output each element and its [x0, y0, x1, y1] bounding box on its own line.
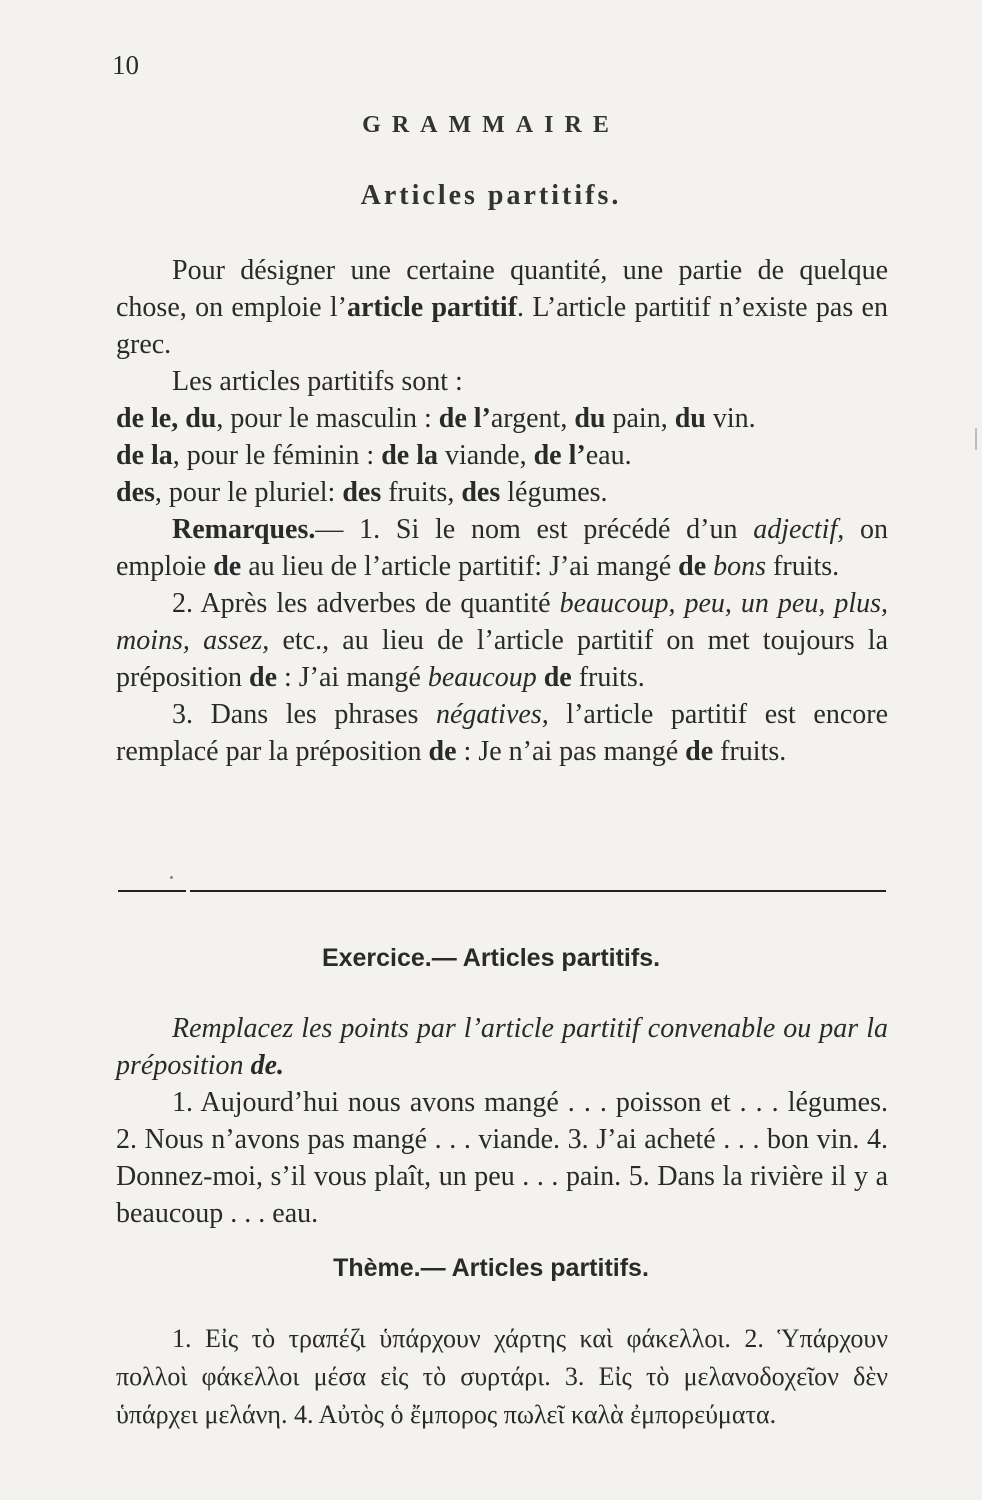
- intro-paragraph: Pour désigner une certaine quantité, une partie de quelque chose, on emploie l’article partitif. L’article partitif n’existe pas en grec.: [116, 255, 888, 360]
- exercise-text: 1. Aujourd’hui nous avons mangé . . . poisson et . . . légumes. 2. Nous n’avons pas mangé . . . viande. 3. J’ai acheté . . . bon vin. 4. Donnez-moi, s’il vous plaît, un peu . . . pain. 5. Dans la rivière il y a beaucoup . . . eau.: [116, 1087, 888, 1229]
- theme-title: Thème.— Articles partitifs.: [333, 1254, 649, 1282]
- partitive-masculine: de le, du, pour le masculin : de l’argent, du pain, du vin.: [116, 403, 756, 434]
- theme-body: [116, 1320, 888, 1434]
- remark-3: 3. Dans les phrases négatives, l’article partitif est encore remplacé par la préposition de : Je n’ai pas mangé de fruits.: [116, 699, 889, 767]
- theme-text: 1. Εἰς τὸ τραπέζι ὑπάρχουν χάρτης καὶ φάκελλοι. 2. Ὑπάρχουν πολλοὶ φάκελλοι μέσα εἰς τὸ συρτάρι. 3. Εἰς τὸ μελανοδοχεῖον δὲν ὑπάρχει μελάνη. 4. Αὐτὸς ὁ ἔμπορος πωλεῖ καλὰ ἐμπορεύματα.: [116, 1324, 888, 1429]
- subtitle: Articles partitifs.: [360, 180, 622, 211]
- page-number: 10: [112, 50, 139, 80]
- section-title: GRAMMAIRE: [362, 112, 620, 138]
- exercise-body: [116, 1010, 888, 1232]
- remark-1: Remarques.— 1. Si le nom est précédé d’un adjectif, on emploie de au lieu de l’article partitif: J’ai mangé de bons fruits.: [116, 514, 888, 582]
- divider-rule-left: [118, 890, 186, 892]
- intro-list-lead: Les articles partitifs sont :: [172, 366, 463, 397]
- divider-rule-right: [190, 890, 886, 892]
- exercise-title: Exercice.— Articles partitifs.: [321, 944, 661, 972]
- margin-mark: [975, 428, 977, 450]
- partitive-feminine: de la, pour le féminin : de la viande, de l’eau.: [116, 440, 632, 471]
- partitive-plural: des, pour le pluriel: des fruits, des légumes.: [116, 477, 608, 508]
- remark-2: 2. Après les adverbes de quantité beaucoup, peu, un peu, plus, moins, assez, etc., au lieu de l’article partitif on met toujours la préposition de : J’ai mangé beaucoup de fruits.: [116, 588, 888, 693]
- grammar-body: [116, 252, 888, 770]
- ink-speck: [170, 876, 173, 879]
- exercise-instructions: Remplacez les points par l’article partitif convenable ou par la préposition de.: [116, 1013, 888, 1081]
